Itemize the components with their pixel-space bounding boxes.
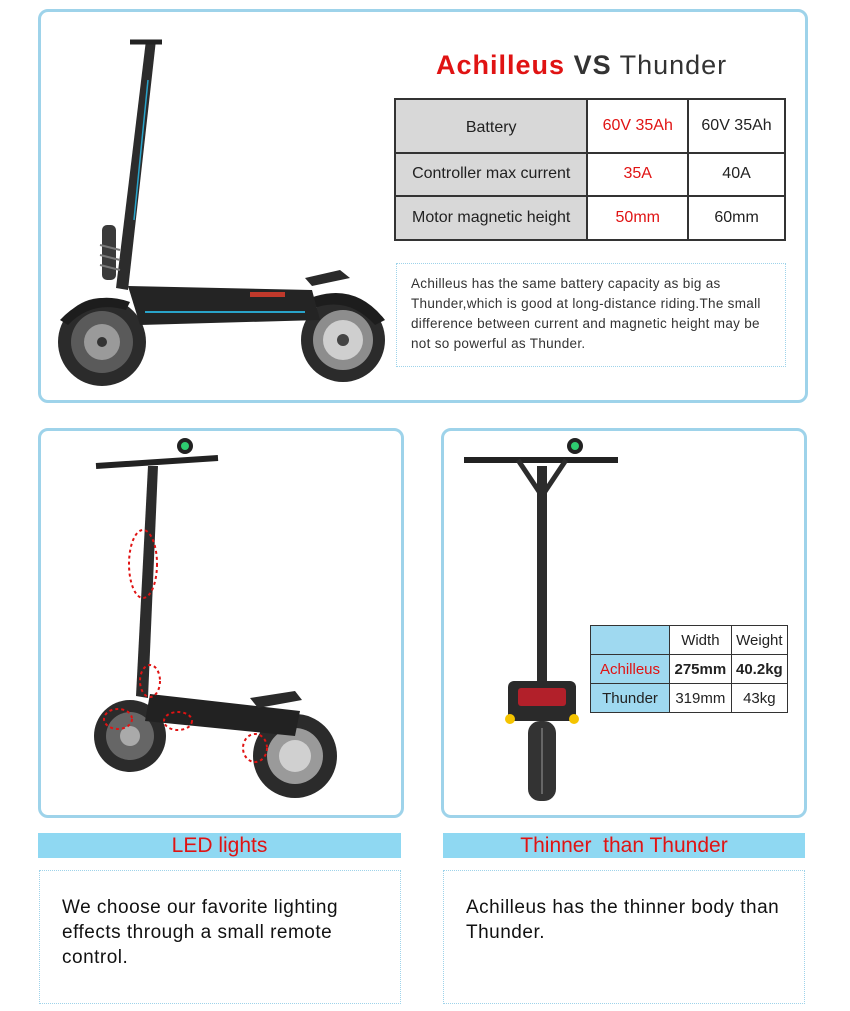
title-thunder: Thunder xyxy=(619,50,728,80)
row-name: Achilleus xyxy=(591,655,670,684)
page-title xyxy=(436,50,727,81)
scooter-rear-image xyxy=(460,436,630,808)
thunder-value: 40A xyxy=(688,153,785,197)
thinner-description: Achilleus has the thinner body than Thunder. xyxy=(443,870,805,1004)
achilleus-value: 50mm xyxy=(587,196,688,240)
weight-value: 43kg xyxy=(731,684,787,713)
thunder-value: 60V 35Ah xyxy=(688,99,785,153)
size-comparison-table xyxy=(590,625,788,713)
title-vs: VS xyxy=(573,50,612,80)
scooter-led-image xyxy=(90,436,340,808)
spec-label: Controller max current xyxy=(395,153,587,197)
spec-label: Battery xyxy=(395,99,587,153)
weight-value: 40.2kg xyxy=(731,655,787,684)
scooter-side-image xyxy=(50,20,400,390)
spec-comparison-table xyxy=(394,98,786,241)
thunder-value: 60mm xyxy=(688,196,785,240)
weight-header: Weight xyxy=(731,626,787,655)
thinner-banner: Thinner than Thunder xyxy=(443,833,805,858)
table-row xyxy=(591,684,788,713)
row-name: Thunder xyxy=(591,684,670,713)
comparison-note: Achilleus has the same battery capacity as big as Thunder,which is good at long-distance riding.The small difference between current and magnetic height may be not so powerful as Thunder. xyxy=(396,263,786,367)
table-row xyxy=(591,626,788,655)
width-value: 319mm xyxy=(670,684,732,713)
achilleus-value: 35A xyxy=(587,153,688,197)
width-header: Width xyxy=(670,626,732,655)
title-achilleus: Achilleus xyxy=(436,50,566,80)
spec-label: Motor magnetic height xyxy=(395,196,587,240)
corner-cell xyxy=(591,626,670,655)
table-row xyxy=(395,196,785,240)
width-value: 275mm xyxy=(670,655,732,684)
table-row xyxy=(395,153,785,197)
led-lights-banner: LED lights xyxy=(38,833,401,858)
achilleus-value: 60V 35Ah xyxy=(587,99,688,153)
table-row xyxy=(591,655,788,684)
table-row xyxy=(395,99,785,153)
led-description: We choose our favorite lighting effects through a small remote control. xyxy=(39,870,401,1004)
